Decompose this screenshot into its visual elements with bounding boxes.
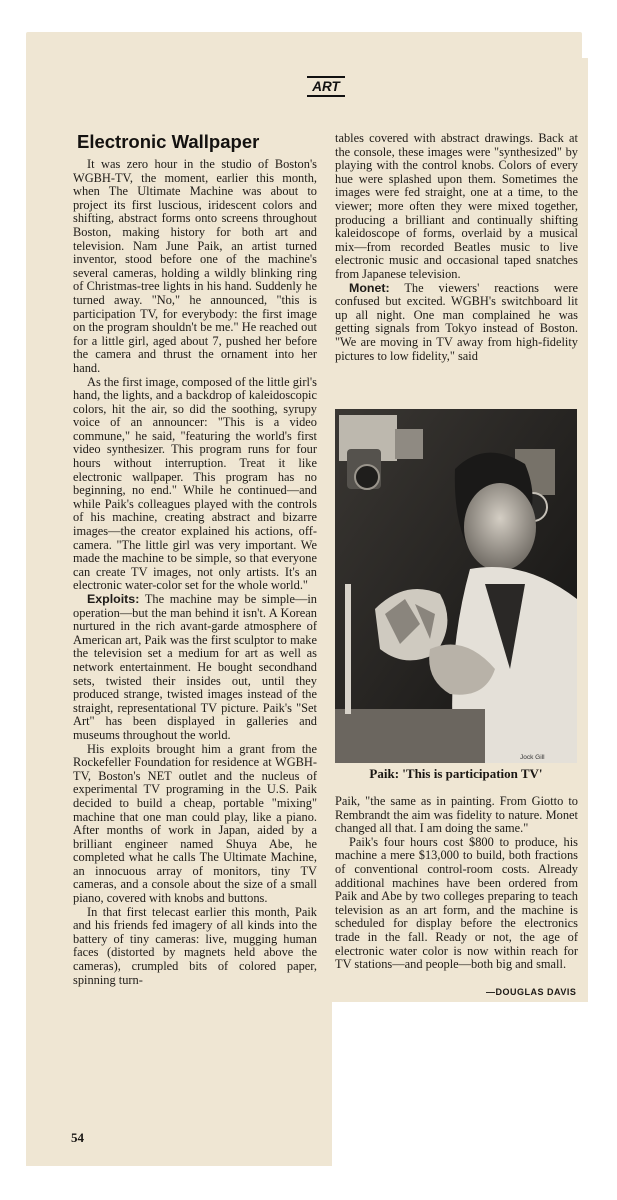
paragraph-text: The viewers' reactions were confused but excited. WGBH's switchboard lit up all night. One man complained he was getting signals from Tokyo instead of Boston. "We are moving in TV away from high-fidelity pictures to low fidelity," said <box>335 280 579 363</box>
paragraph <box>335 795 578 836</box>
photo-paik-with-machine <box>335 409 577 763</box>
paragraph <box>335 132 578 282</box>
clipping-paper-right-edge <box>578 58 588 1002</box>
headline: Electronic Wallpaper <box>77 131 260 152</box>
paragraph <box>73 743 317 906</box>
paragraph <box>73 158 317 376</box>
paragraph-lead: Monet: <box>349 280 390 295</box>
paragraph-text: Paik, "the same as in painting. From Giotto to Rembrandt the aim was fidelity to nature. Monet changed all that. I am doing the same." <box>335 794 578 836</box>
page-number: 54 <box>71 1130 84 1145</box>
paragraph-text: As the first image, composed of the little girl's hand, the lights, and a backdrop of kaleidoscopic colors, hit the air, so did the soothing, syrupy voice of an announcer: "This is a video commune," he said, "featuring the world's first video synthesizer. This program runs for four hours without interruption. Treat it like electronic wallpaper. This program has no beginning, no end." While he continued—and while Paik's colleagues played with the controls of his machine, creating abstract and bizarre images—the creator explained his actions, off-camera. "The little girl was very important. We made the machine to be simple, so that everyone can create TV images, not only artists. It's an electronic water-color set for the whole world." <box>73 374 317 593</box>
paragraph <box>73 906 317 988</box>
paragraph <box>73 376 317 594</box>
paragraph <box>335 836 578 972</box>
paragraph-text: His exploits brought him a grant from the Rockefeller Foundation for residence at WGBH-TV, Boston's NET outlet and the nucleus of experimental TV programing in the U.S. Paik decided to build a cheap, portable "mixing" machine that one man could play, like a piano. After months of work in Japan, aided by a brilliant engineer named Shuya Abe, he completed what he calls The Ultimate Machine, an innocuous array of monitors, tiny TV cameras, and a console about the size of a small piano, covered with knobs and buttons. <box>73 741 317 906</box>
photo-credit: Jock Gill <box>520 754 545 761</box>
right-column-top <box>335 132 578 363</box>
paragraph <box>73 593 317 743</box>
paragraph-text: tables covered with abstract drawings. Back at the console, these images were "synthesized" by playing with the control knobs. Colors of every hue were splashed upon them. Sometimes the images were fed straight, one at a time, to the viewer; more often they were mixed together, producing a brilliant and continually shifting kaleidoscope of forms, overlaid by a musical mix—from recorded Beatles music to live electronic music and occasional taped snatches from Japanese television. <box>335 131 578 281</box>
paragraph-text: Paik's four hours cost $800 to produce, his machine a mere $13,000 to build, both fractions of conventional control-room costs. Already additional machines have been ordered from Paik and Abe by two colleges preparing to teach television as an art form, and the machine is scheduled for display before the electronics trade in the fall. Ready or not, the age of electronic water color is now within reach for TV stations—and people—both big and small. <box>335 834 578 972</box>
paragraph <box>335 282 578 364</box>
paragraph-text: It was zero hour in the studio of Boston's WGBH-TV, the moment, earlier this month, when The Ultimate Machine was about to project its first luscious, iridescent colors and shifting, abstract forms onto screens throughout Boston, making history for both art and television. Nam June Paik, an artist turned inventor, stood before one of the machine's several cameras, holding a wildly blinking ring of Christmas-tree lights in his hand. Suddenly he turned away. "No," he announced, "this is participation TV, for everybody: the first image on the program shouldn't be me." He reached out for a little girl, aged about 7, pushed her before the camera and thrust the ornament into her hand. <box>73 157 317 375</box>
paragraph-lead: Exploits: <box>87 592 140 606</box>
photo-caption: Paik: 'This is participation TV' <box>369 766 543 781</box>
paragraph-text: The machine may be simple—in operation—but the man behind it isn't. A Korean nurtured in the rich avant-garde atmosphere of American art, Paik was the first sculptor to make the television set a medium for art as well as network entertainment. He bought secondhand sets, twisted their insides out, until they produced strange, twisted images instead of the straight, representational TV picture. Paik's "Set Art" has been displayed in galleries and museums throughout the world. <box>73 592 317 742</box>
section-label: ART <box>307 76 345 97</box>
byline: —DOUGLAS DAVIS <box>486 987 577 997</box>
left-column <box>73 158 317 987</box>
right-column-bottom <box>335 795 578 972</box>
paragraph-text: In that first telecast earlier this month, Paik and his friends fed imagery of all kinds into the battery of tiny cameras: live, mugging human faces (distorted by magnets held above the cameras), crumpled bits of colored paper, spinning turn- <box>73 904 317 987</box>
